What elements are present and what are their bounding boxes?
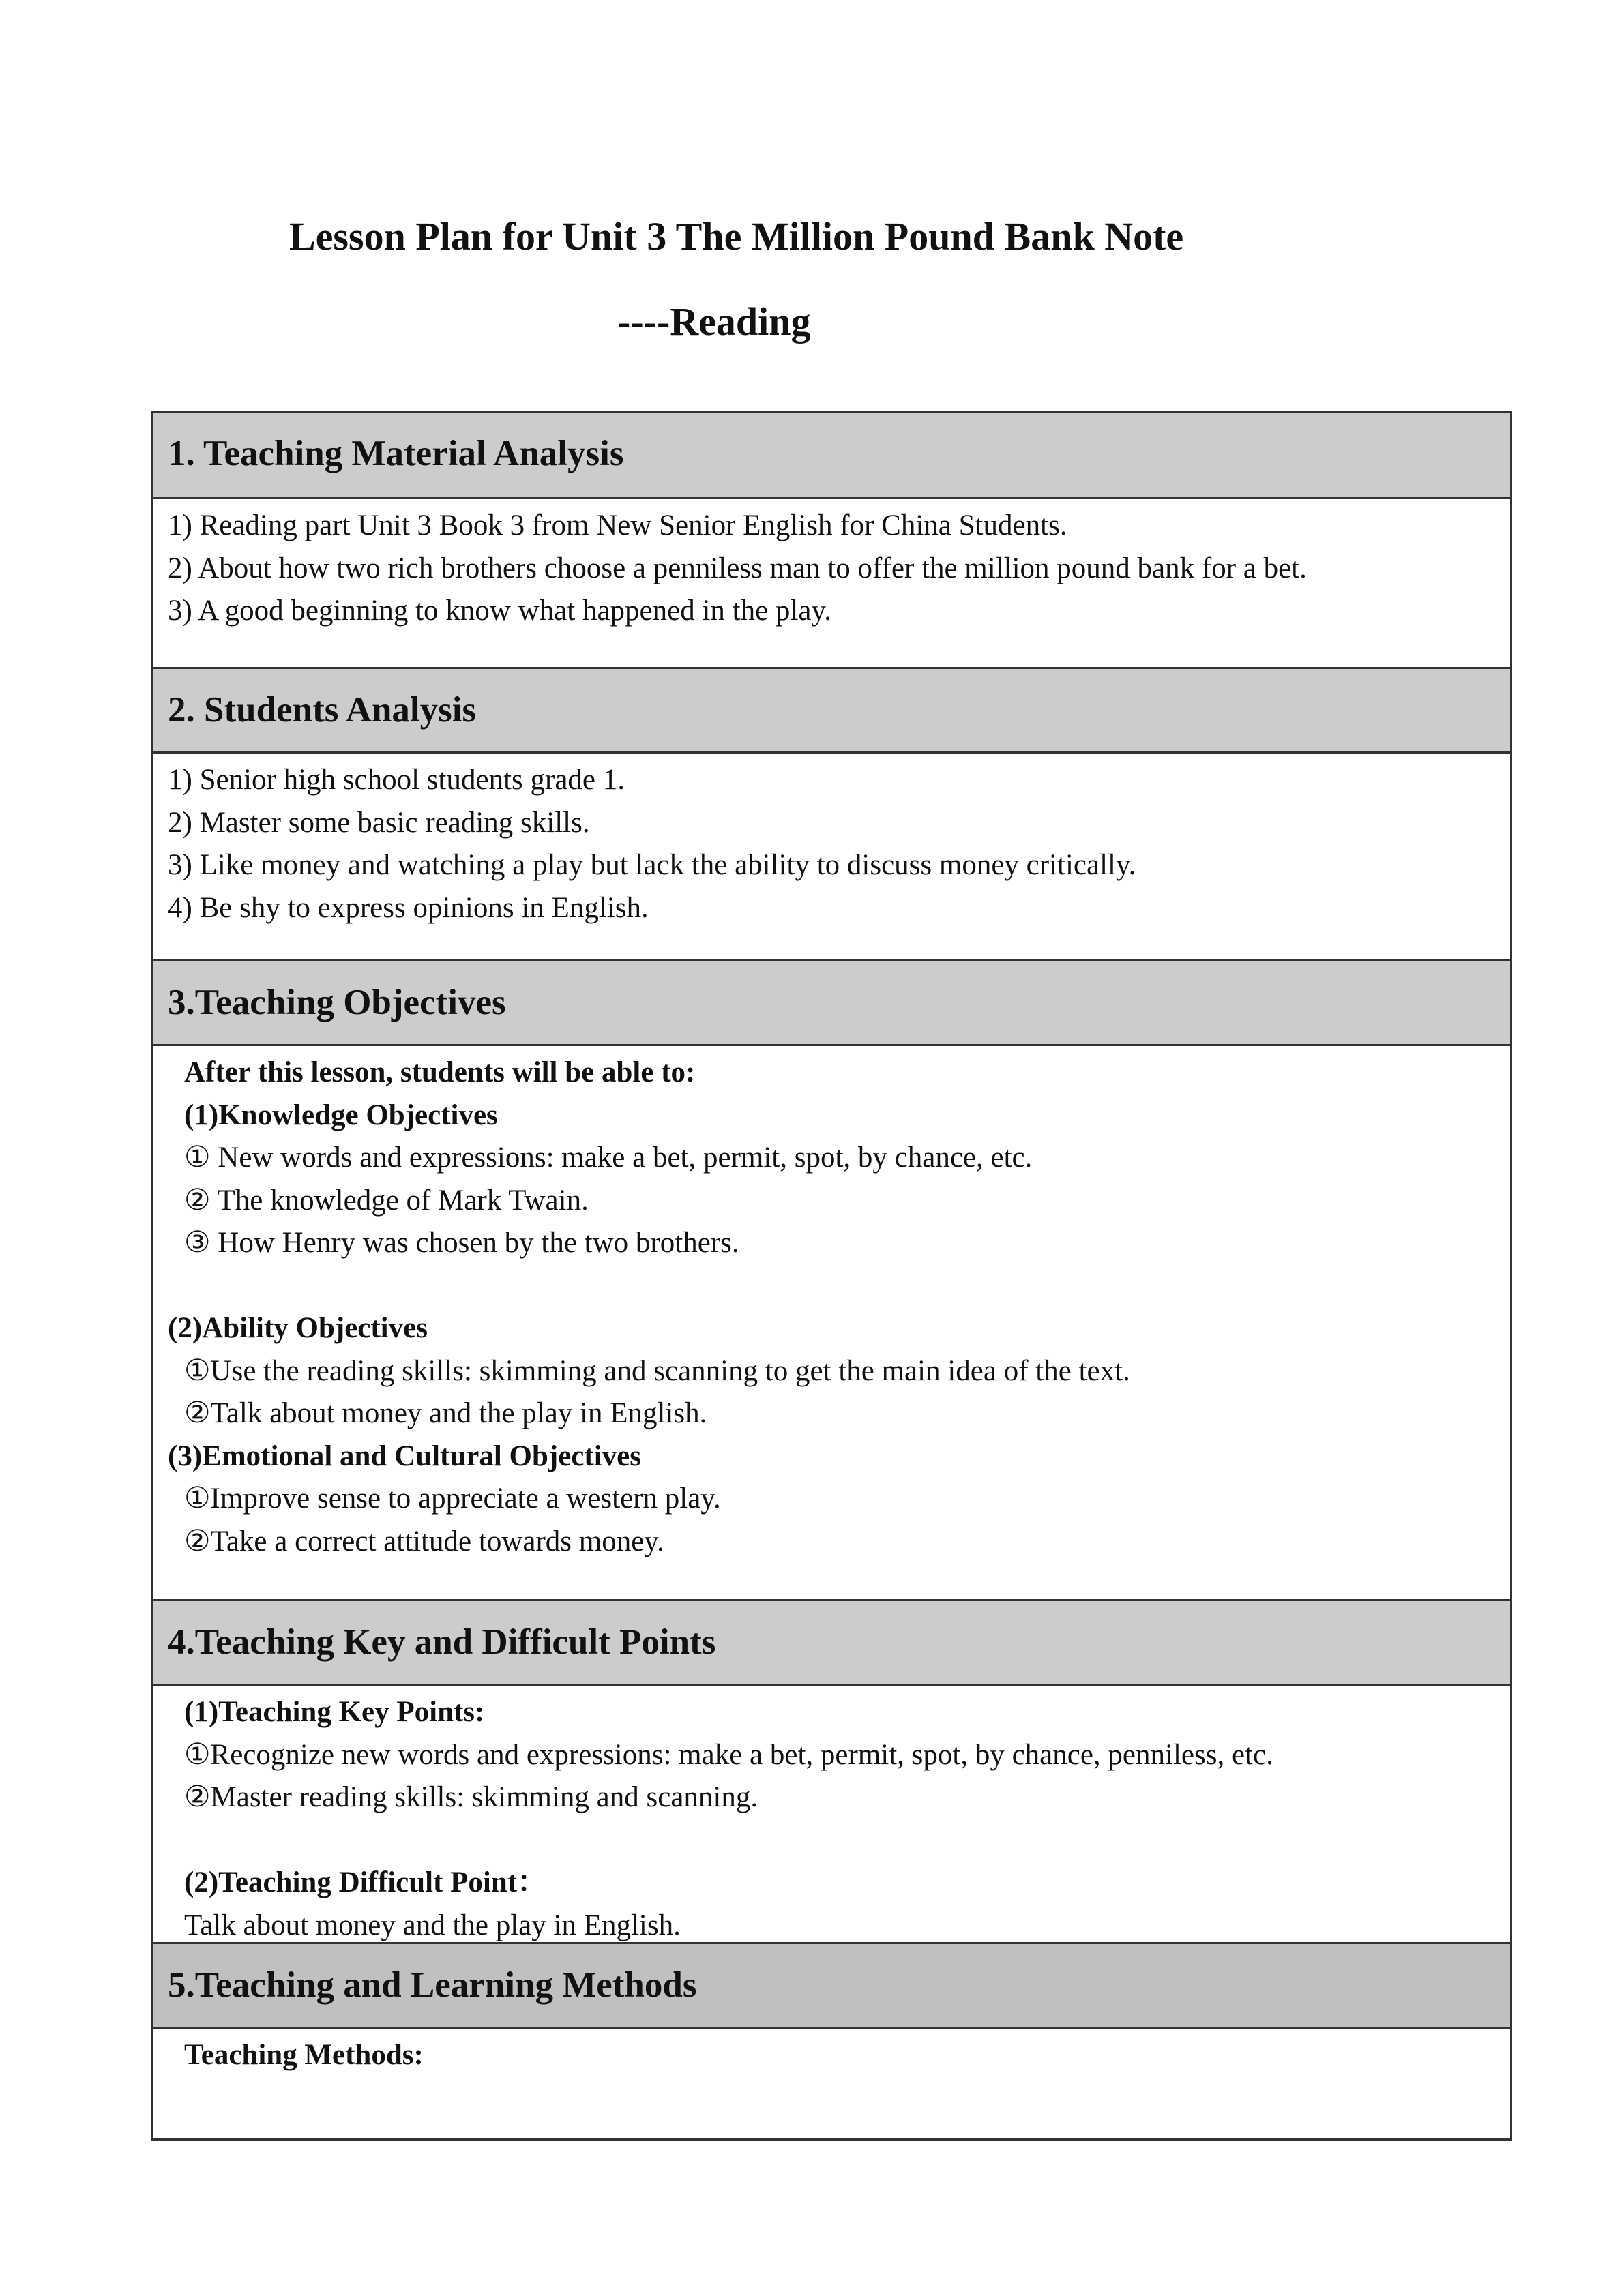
ability-objective-item: ①Use the reading skills: skimming and scanning to get the main idea of the text. [184, 1354, 1130, 1387]
section-5-body [153, 2029, 1510, 2138]
knowledge-objective-item: ① New words and expressions: make a bet, permit, spot, by chance, etc. [184, 1142, 1033, 1174]
section-1-heading: 1. Teaching Material Analysis [153, 413, 1510, 499]
difficult-point-heading: (2)Teaching Difficult Point： [184, 1866, 547, 1898]
section-1-line: 2) About how two rich brothers choose a penniless man to offer the million pound bank for a bet. [168, 552, 1307, 584]
difficult-point-text: Talk about money and the play in English. [184, 1909, 681, 1941]
knowledge-objectives-heading: (1)Knowledge Objectives [184, 1099, 498, 1131]
section-1-body [153, 499, 1510, 667]
key-point-item: ①Recognize new words and expressions: make a bet, permit, spot, by chance, penniless, etc. [184, 1738, 1273, 1771]
knowledge-objective-item: ③ How Henry was chosen by the two brothers. [184, 1227, 739, 1259]
section-2-line: 1) Senior high school students grade 1. [168, 764, 625, 796]
spacer [168, 1819, 1510, 1862]
section-4-body [153, 1686, 1510, 1942]
section-2-line: 2) Master some basic reading skills. [168, 806, 590, 839]
knowledge-objective-item: ② The knowledge of Mark Twain. [184, 1184, 589, 1217]
section-2-body [153, 754, 1510, 959]
key-points-heading: (1)Teaching Key Points: [184, 1696, 485, 1728]
ability-objectives-heading: (2)Ability Objectives [168, 1312, 428, 1344]
section-1-line: 1) Reading part Unit 3 Book 3 from New Senior English for China Students. [168, 509, 1067, 541]
emotional-objectives-heading: (3)Emotional and Cultural Objectives [168, 1440, 641, 1472]
section-1-line: 3) A good beginning to know what happened in the play. [168, 595, 831, 627]
emotional-objective-item: ①Improve sense to appreciate a western play. [184, 1482, 721, 1515]
document-title: Lesson Plan for Unit 3 The Million Pound Bank Note [289, 214, 1184, 258]
lesson-plan-table [151, 411, 1512, 2141]
section-3-body [153, 1046, 1510, 1599]
section-2-line: 3) Like money and watching a play but lack the ability to discuss money critically. [168, 849, 1136, 881]
ability-objective-item: ②Talk about money and the play in English. [184, 1397, 707, 1429]
section-5-heading: 5.Teaching and Learning Methods [153, 1942, 1510, 2029]
spacer [168, 1265, 1510, 1308]
objectives-intro: After this lesson, students will be able to: [184, 1056, 696, 1088]
key-point-item: ②Master reading skills: skimming and scanning. [184, 1781, 758, 1813]
emotional-objective-item: ②Take a correct attitude towards money. [184, 1525, 664, 1557]
section-2-heading: 2. Students Analysis [153, 667, 1510, 754]
section-4-heading: 4.Teaching Key and Difficult Points [153, 1599, 1510, 1686]
document-subtitle: ----Reading [617, 299, 811, 344]
section-2-line: 4) Be shy to express opinions in English. [168, 891, 649, 924]
section-3-heading: 3.Teaching Objectives [153, 959, 1510, 1046]
teaching-methods-heading: Teaching Methods: [184, 2039, 424, 2071]
